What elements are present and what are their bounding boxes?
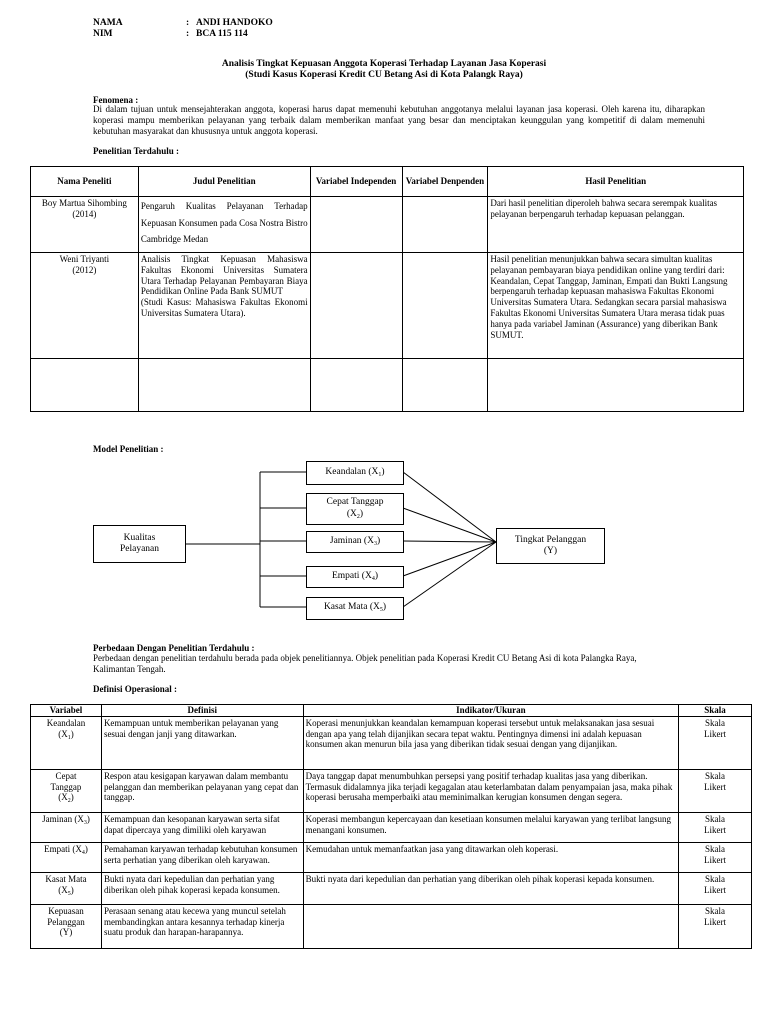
col-definisi: Definisi xyxy=(101,705,303,717)
peneliti-name: Weni Triyanti xyxy=(59,254,110,264)
nama-value: ANDI HANDOKO xyxy=(196,18,273,28)
connector-x4-y xyxy=(403,542,496,576)
peneliti-year: (2014) xyxy=(72,208,97,219)
nim-value: BCA 115 114 xyxy=(196,29,248,39)
skala-cell: Skala Likert xyxy=(679,716,752,769)
cepat-tanggap-box xyxy=(306,493,404,525)
table-row xyxy=(31,812,752,842)
connector-x2-y xyxy=(403,508,496,542)
definisi-cell: Bukti nyata dari kepedulian dan perhatian yang diberikan oleh pihak koperasi kepada konsumen. xyxy=(101,872,303,904)
definisi-header-row xyxy=(31,705,752,717)
tingkat-pelanggan-box xyxy=(496,528,605,564)
nim-label: NIM xyxy=(93,29,113,39)
cepat-tanggap-label: Cepat Tanggap xyxy=(326,497,384,508)
empati-box xyxy=(306,566,404,588)
dependen-cell xyxy=(402,197,488,253)
judul-cell: Pengaruh Kualitas Pelayanan Terhadap Kepuasan Konsumen pada Cosa Nostra Bistro Cambridge Medan xyxy=(138,197,310,253)
fenomena-text: Di dalam tujuan untuk mensejahterakan anggota, koperasi harus dapat memenuhi kebutuhan anggotanya melalui layanan jasa koperasi. Oleh karena itu, diharapkan koperasi mampu memberikan pelayanan yang terbaik dalam memberikan manfaat yang besar dan menciptakan keunggulan yang kompetitif di dalam memenuhi kebutuhan masyarakat dan khususnya untuk anggota koperasi. xyxy=(93,104,705,136)
col-hasil-penelitian: Hasil Penelitian xyxy=(488,167,744,197)
hasil-cell: Hasil penelitian menunjukkan bahwa secara simultan kualitas pelayanan pembayaran biaya pendidikan online yang terdiri dari: Keandalan, Cepat Tanggap, Jaminan, Empati dan Bukti Langsung berpengaruh terhadap kepuasan mahasiswa Fakultas Ekonomi Universitas Sumatera Utara. Sedangkan secara parsial mahasiswa Fakultas Ekonomi Universitas Sumatera Utara merasa tidak puas hanya pada variabel Jaminan (Assurance) yang diberikan Bank SUMUT. xyxy=(488,253,744,359)
variabel-cell: Keandalan $(X_1)$ xyxy=(31,716,102,769)
indikator-cell: Kemudahan untuk memanfaatkan jasa yang ditawarkan oleh koperasi. xyxy=(303,842,678,872)
fenomena-heading: Fenomena : xyxy=(93,95,139,105)
empty-cell xyxy=(138,359,310,412)
variabel-cell: Jaminan $(X_3)$ xyxy=(31,812,102,842)
variabel-cell: Kepuasan Pelanggan (Y) xyxy=(31,904,102,948)
penelitian-header-row xyxy=(31,167,744,197)
table-row xyxy=(31,253,744,359)
table-row xyxy=(31,359,744,412)
definisi-cell: Pemahaman karyawan terhadap kebutuhan konsumen serta perhatian yang diberikan oleh karyawan. xyxy=(101,842,303,872)
table-row xyxy=(31,716,752,769)
nim-sep: : xyxy=(186,29,190,39)
skala-cell: Skala Likert xyxy=(679,904,752,948)
kualitas-pelayanan-label: Kualitas Pelayanan xyxy=(119,532,160,554)
indikator-cell: Daya tanggap dapat menumbuhkan persepsi yang positif terhadap kualitas jasa yang diberikan. Termasuk didalamnya jika terjadi kegagalan atau keterlambatan dalam penyampaian jasa, maka pihak koperasi berusaha memperbaiki atau meminimalkan kerugian konsumen dengan segera. xyxy=(303,769,678,812)
empty-cell xyxy=(31,359,139,412)
table-row xyxy=(31,842,752,872)
model-heading: Model Penelitian : xyxy=(93,444,164,454)
skala-cell: Skala Likert xyxy=(679,812,752,842)
cepat-tanggap-symbol: $(X_2)$ xyxy=(346,508,364,520)
col-variabel-independen: Variabel Independen xyxy=(310,167,402,197)
col-variabel-dependen: Variabel Denpenden xyxy=(402,167,488,197)
table-row xyxy=(31,769,752,812)
empati-label: Empati $(X_4)$ xyxy=(331,570,378,582)
empty-cell xyxy=(310,359,402,412)
col-variabel: Variabel xyxy=(31,705,102,717)
kasat-mata-box xyxy=(306,597,404,620)
kasat-mata-label: Kasat Mata $(X_5)$ xyxy=(323,602,387,614)
variabel-cell: Kasat Mata $(X_5)$ xyxy=(31,872,102,904)
peneliti-year: (2012) xyxy=(72,264,97,275)
jaminan-box xyxy=(306,531,404,553)
table-row xyxy=(31,197,744,253)
nama-sep: : xyxy=(186,18,190,28)
penelitian-heading: Penelitian Terdahulu : xyxy=(93,146,180,156)
independen-cell xyxy=(310,253,402,359)
skala-cell: Skala Likert xyxy=(679,769,752,812)
table-row xyxy=(31,904,752,948)
independen-cell xyxy=(310,197,402,253)
connector-x3-y xyxy=(403,541,496,542)
dependen-cell xyxy=(402,253,488,359)
col-nama-peneliti: Nama Peneliti xyxy=(31,167,139,197)
jaminan-label: Jaminan $(X_3)$ xyxy=(329,535,381,547)
tingkat-pelanggan-symbol: (Y) xyxy=(543,546,558,556)
judul-subtext: (Studi Kasus: Mahasiswa Fakultas Ekonomi Universitas Sumatera Utara). xyxy=(140,297,308,318)
kualitas-pelayanan-box xyxy=(93,525,186,563)
perbedaan-text: Perbedaan dengan penelitian terdahulu berada pada objek penelitiannya. Objek penelitian pada Koperasi Kredit CU Betang Asi di kota Palangka Raya, Kalimantan Tengah. xyxy=(93,653,637,674)
indikator-cell: Koperasi menunjukkan keandalan kemampuan koperasi tersebut untuk melaksanakan jasa sesuai dengan apa yang telah dijanjikan secara tepat waktu. Pentingnya dimensi ini adalah kepuasan konsumen akan menurun bila jasa yang diberikan tidak sesuai dengan yang dijanjikan. xyxy=(303,716,678,769)
definisi-cell: Kemampuan untuk memberikan pelayanan yang sesuai dengan janji yang ditawarkan. xyxy=(101,716,303,769)
judul-cell xyxy=(138,253,310,359)
peneliti-name: Boy Martua Sihombing xyxy=(41,198,127,208)
col-skala: Skala xyxy=(679,705,752,717)
table-row xyxy=(31,872,752,904)
judul-text: Analisis Tingkat Kepuasan Mahasiswa Fakultas Ekonomi Universitas Sumatera Utara Terhadap Pelayanan Pembayaran Biaya Pendidikan Online Pada Bank SUMUT xyxy=(140,254,308,297)
hasil-cell: Dari hasil penelitian diperoleh bahwa secara serempak kualitas pelayanan berpengaruh terhadap kepuasan pelanggan. xyxy=(488,197,744,253)
nama-label: NAMA xyxy=(93,18,123,28)
keandalan-box xyxy=(306,461,404,485)
peneliti-cell xyxy=(31,197,139,253)
col-judul-penelitian: Judul Penelitian xyxy=(138,167,310,197)
definisi-cell: Respon atau kesigapan karyawan dalam membantu pelanggan dan memberikan pelayanan yang cepat dan tanggap. xyxy=(101,769,303,812)
title-line-2: (Studi Kasus Koperasi Kredit CU Betang Asi di Kota Palangk Raya) xyxy=(245,70,523,80)
variabel-cell: Cepat Tanggap $(X_2)$ xyxy=(31,769,102,812)
indikator-cell: Koperasi membangun kepercayaan dan kesetiaan konsumen melalui karyawan yang terlibat langsung menangani konsumen. xyxy=(303,812,678,842)
indikator-cell: Bukti nyata dari kepedulian dan perhatian yang diberikan oleh pihak koperasi kepada konsumen. xyxy=(303,872,678,904)
keandalan-label: Keandalan $(X_1)$ xyxy=(325,466,385,478)
tingkat-pelanggan-label: Tingkat Pelanggan xyxy=(514,534,587,545)
skala-cell: Skala Likert xyxy=(679,842,752,872)
penelitian-table xyxy=(30,166,744,412)
definisi-cell: Perasaan senang atau kecewa yang muncul setelah membandingkan antara kesannya terhadap kinerja suatu produk dan harapan-harapannya. xyxy=(101,904,303,948)
perbedaan-heading: Perbedaan Dengan Penelitian Terdahulu : xyxy=(93,643,255,653)
skala-cell: Skala Likert xyxy=(679,872,752,904)
connector-x5-y xyxy=(403,542,496,607)
indikator-cell xyxy=(303,904,678,948)
definisi-heading: Definisi Operasional : xyxy=(93,684,178,694)
peneliti-cell xyxy=(31,253,139,359)
title-line-1: Analisis Tingkat Kepuasan Anggota Koperasi Terhadap Layanan Jasa Koperasi xyxy=(221,59,547,69)
col-indikator: Indikator/Ukuran xyxy=(303,705,678,717)
definisi-cell: Kemampuan dan kesopanan karyawan serta sifat dapat dipercaya yang dimiliki oleh karyawan xyxy=(101,812,303,842)
empty-cell xyxy=(402,359,488,412)
variabel-cell: Empati $(X_4)$ xyxy=(31,842,102,872)
empty-cell xyxy=(488,359,744,412)
connector-x1-y xyxy=(403,472,496,542)
definisi-table xyxy=(30,704,752,949)
